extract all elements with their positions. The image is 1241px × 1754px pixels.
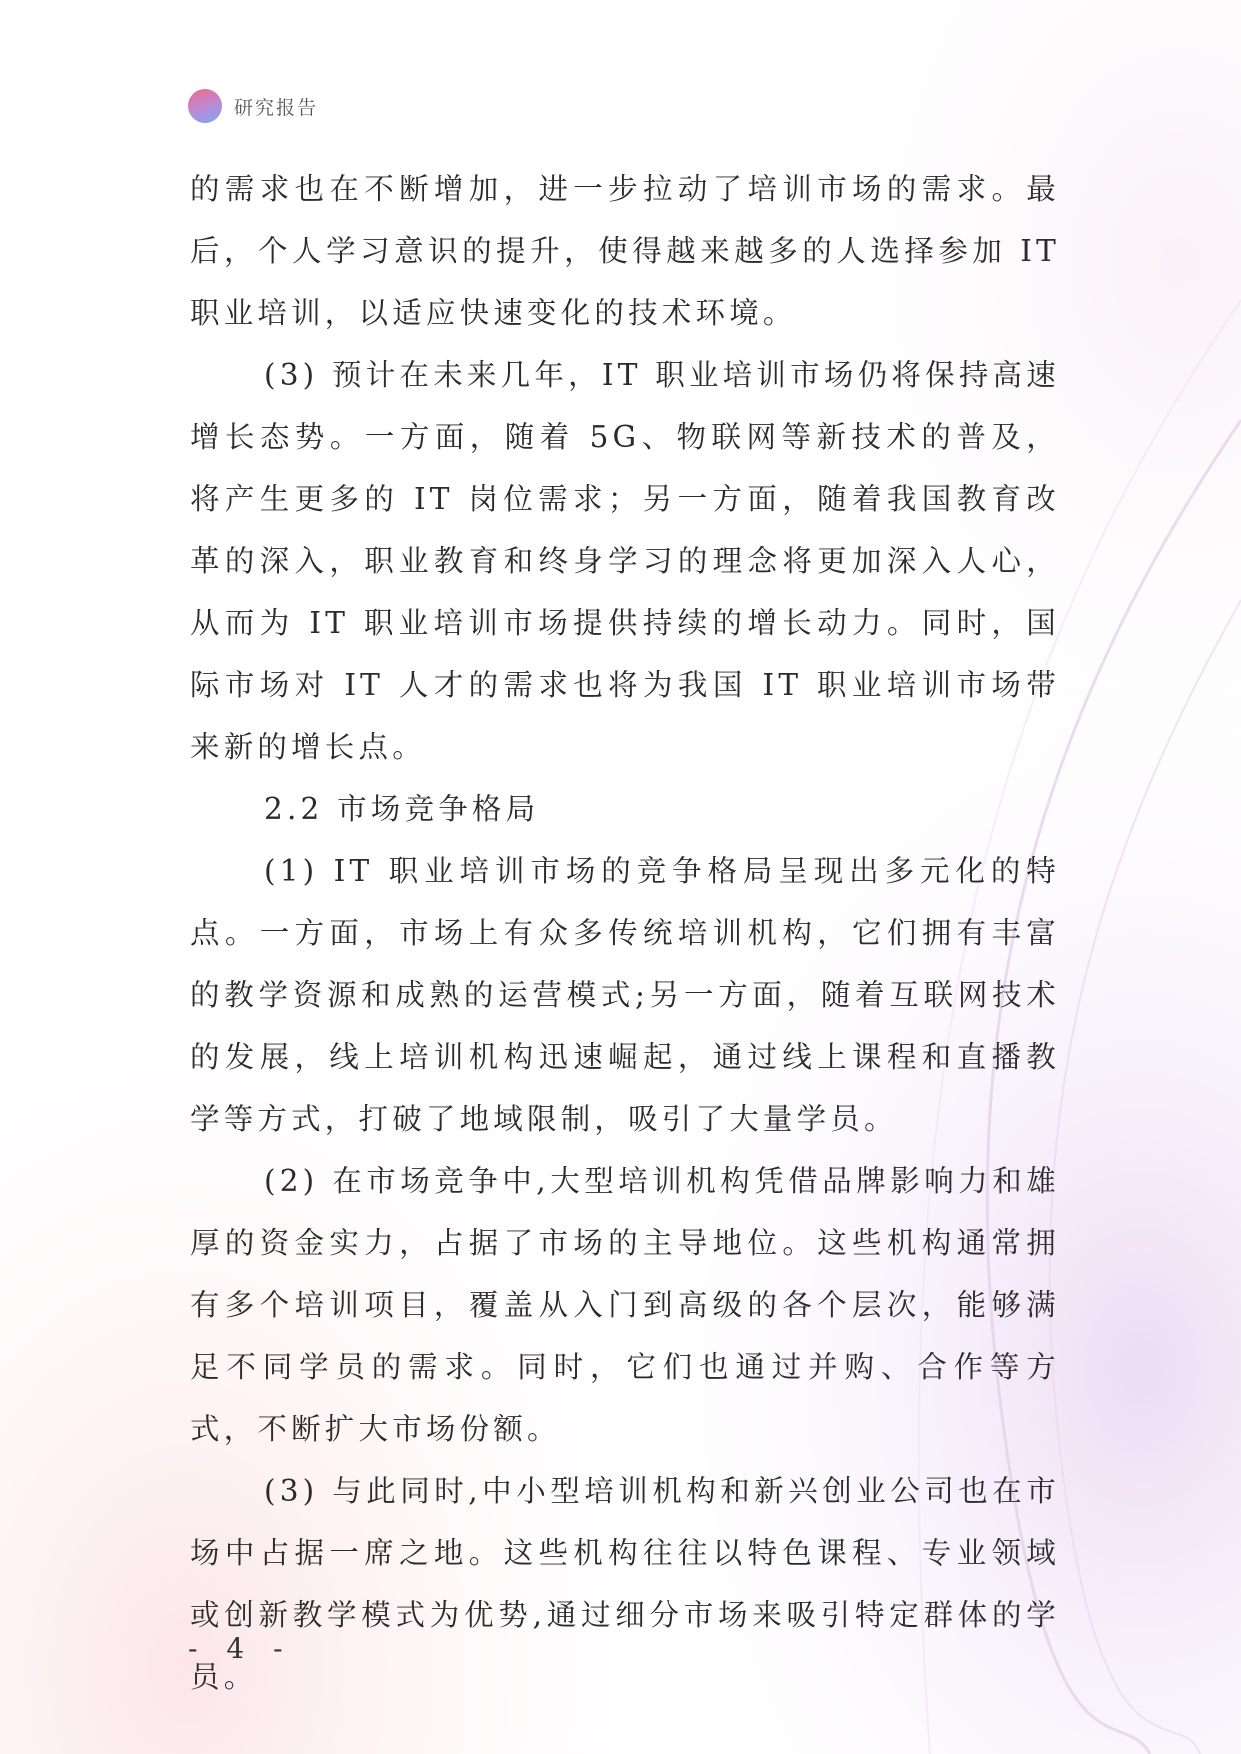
paragraph-competition-2: (2) 在市场竞争中,大型培训机构凭借品牌影响力和雄厚的资金实力，占据了市场的主导地位。这些机构通常拥有多个培训项目，覆盖从入门到高级的各个层次，能够满足不同学员的需求。同时，它们也通过并购、合作等方式，不断扩大市场份额。 [190,1164,1060,1446]
header-title: 研究报告 [234,96,319,119]
paragraph-market-outlook: (3) 预计在未来几年，IT 职业培训市场仍将保持高速增长态势。一方面，随着 5G、物联网等新技术的普及，将产生更多的 IT 岗位需求；另一方面，随着我国教育改革的深入，职业教育和终身学习的理念将更加深入人心，从而为 IT 职业培训市场提供持续的增长动力。同时，国际市场对 IT 人才的需求也将为我国 IT 职业培训市场带来新的增长点。 [190,358,1060,764]
paragraph-continuation: 的需求也在不断增加，进一步拉动了培训市场的需求。最后，个人学习意识的提升，使得越来越多的人选择参加 IT 职业培训，以适应快速变化的技术环境。 [190,172,1060,330]
report-header [188,88,318,124]
document-body [190,158,1060,1708]
paragraph-competition-3: (3) 与此同时,中小型培训机构和新兴创业公司也在市场中占据一席之地。这些机构往往以特色课程、专业领域或创新教学模式为优势,通过细分市场来吸引特定群体的学员。 [190,1474,1060,1694]
logo-icon [188,89,222,123]
section-heading: 2.2 市场竞争格局 [264,792,540,826]
paragraph-competition-1: (1) IT 职业培训市场的竞争格局呈现出多元化的特点。一方面，市场上有众多传统培训机构，它们拥有丰富的教学资源和成熟的运营模式;另一方面，随着互联网技术的发展，线上培训机构迅速崛起，通过线上课程和直播教学等方式，打破了地域限制，吸引了大量学员。 [190,854,1060,1136]
page-number: - 4 - [188,1632,293,1665]
